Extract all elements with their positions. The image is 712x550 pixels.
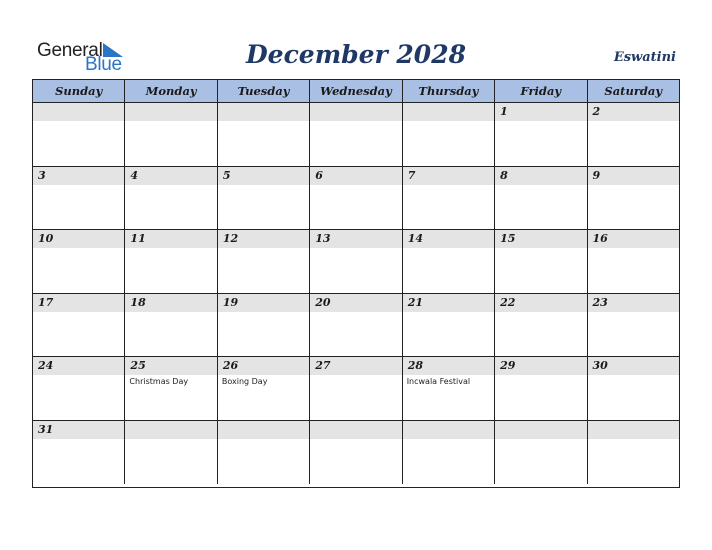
day-cell <box>495 357 587 420</box>
day-number-band <box>495 167 586 185</box>
day-cell <box>588 294 679 357</box>
day-cell <box>588 357 679 420</box>
holiday-label: Boxing Day <box>221 377 268 386</box>
day-number: 24 <box>38 359 54 372</box>
day-number: 18 <box>130 295 146 309</box>
day-cell <box>33 421 125 485</box>
day-cell <box>403 294 495 357</box>
day-number: 2 <box>592 105 601 118</box>
day-cell <box>218 167 310 230</box>
day-cell <box>495 167 587 230</box>
day-cell <box>125 357 217 420</box>
day-number-band <box>495 103 586 121</box>
day-number-band <box>588 421 679 439</box>
day-cell <box>125 103 217 166</box>
day-number: 23 <box>592 295 608 309</box>
day-cell <box>403 167 495 230</box>
day-number: 5 <box>222 168 231 182</box>
calendar-week-row <box>33 357 679 421</box>
day-number-band <box>310 167 401 185</box>
day-number: 21 <box>407 295 423 309</box>
country-label: Eswatini <box>613 50 676 65</box>
holiday-label: Christmas Day <box>129 377 189 386</box>
day-cell <box>310 103 402 166</box>
day-cell <box>588 167 679 230</box>
day-number: 8 <box>500 168 508 182</box>
day-number: 6 <box>315 168 323 182</box>
day-number: 26 <box>222 359 239 372</box>
day-number-band <box>588 103 679 121</box>
day-number: 16 <box>592 232 608 245</box>
day-number-band <box>588 167 679 185</box>
day-cell <box>218 230 310 293</box>
day-cell <box>588 103 679 166</box>
weekday-wednesday: Wednesday <box>310 80 402 102</box>
day-number: 10 <box>38 232 54 245</box>
holiday-label: Incwala Festival <box>406 377 471 386</box>
calendar-week-row <box>33 230 679 294</box>
calendar-title: December 2028 <box>245 40 466 69</box>
day-cell <box>218 421 310 485</box>
day-number-band <box>403 167 494 185</box>
day-cell <box>403 357 495 420</box>
day-number: 1 <box>500 105 508 118</box>
day-cell <box>310 230 402 293</box>
day-cell <box>495 230 587 293</box>
day-cell <box>125 167 217 230</box>
day-cell <box>495 294 587 357</box>
weekday-monday: Monday <box>125 80 217 102</box>
day-number-band <box>495 421 586 439</box>
day-cell <box>403 103 495 166</box>
day-number: 20 <box>315 295 331 309</box>
day-cell <box>495 103 587 166</box>
day-number: 4 <box>130 168 139 182</box>
day-cell <box>218 294 310 357</box>
day-cell <box>33 230 125 293</box>
day-cell <box>33 294 125 357</box>
day-cell <box>588 421 679 485</box>
day-number-band <box>310 103 401 121</box>
day-number-band <box>125 167 216 185</box>
weekday-saturday: Saturday <box>604 84 663 98</box>
day-number: 22 <box>500 295 516 309</box>
day-number-band <box>403 103 494 121</box>
day-cell <box>33 103 125 166</box>
calendar-week-row <box>33 294 679 358</box>
calendar-week-row <box>33 421 679 485</box>
day-cell <box>125 421 217 485</box>
day-cell <box>33 167 125 230</box>
day-number: 30 <box>592 359 608 372</box>
day-cell <box>125 230 217 293</box>
day-number: 19 <box>222 295 239 309</box>
day-number: 25 <box>130 359 146 372</box>
weekday-tuesday: Tuesday <box>218 80 310 102</box>
day-number: 31 <box>38 422 54 436</box>
calendar-weeks <box>33 103 679 484</box>
day-cell <box>125 294 217 357</box>
month-calendar <box>32 79 680 488</box>
day-number: 3 <box>38 168 46 182</box>
day-number: 17 <box>38 295 54 309</box>
weekday-friday: Friday <box>495 80 587 102</box>
day-number: 12 <box>222 232 239 245</box>
day-number-band <box>125 421 216 439</box>
day-number-band <box>218 103 309 121</box>
weekday-header-row <box>33 80 679 103</box>
day-cell <box>310 294 402 357</box>
logo-blue-text: Blue <box>85 54 122 75</box>
day-number-band <box>125 103 216 121</box>
day-number-band <box>310 421 401 439</box>
day-cell <box>403 230 495 293</box>
day-number: 28 <box>407 359 423 372</box>
day-number: 29 <box>500 359 516 372</box>
day-number: 14 <box>407 232 423 245</box>
day-cell <box>403 421 495 485</box>
day-cell <box>588 230 679 293</box>
day-number-band <box>218 167 309 185</box>
day-number: 27 <box>315 359 331 372</box>
day-cell <box>310 167 402 230</box>
day-cell <box>495 421 587 485</box>
day-number-band <box>33 167 124 185</box>
day-number: 15 <box>500 232 516 245</box>
logo-general-text: General <box>37 40 103 61</box>
day-number: 13 <box>315 232 331 245</box>
day-cell <box>218 103 310 166</box>
weekday-thursday: Thursday <box>403 80 495 102</box>
weekday-sunday: Sunday <box>33 80 125 102</box>
day-number-band <box>33 103 124 121</box>
day-number: 7 <box>407 168 416 182</box>
day-number-band <box>218 421 309 439</box>
day-number: 11 <box>130 232 146 245</box>
day-number: 9 <box>592 168 601 182</box>
day-cell <box>310 421 402 485</box>
day-number-band <box>403 421 494 439</box>
day-cell <box>218 357 310 420</box>
day-cell <box>310 357 402 420</box>
calendar-week-row <box>33 167 679 231</box>
calendar-week-row <box>33 103 679 167</box>
day-cell <box>33 357 125 420</box>
